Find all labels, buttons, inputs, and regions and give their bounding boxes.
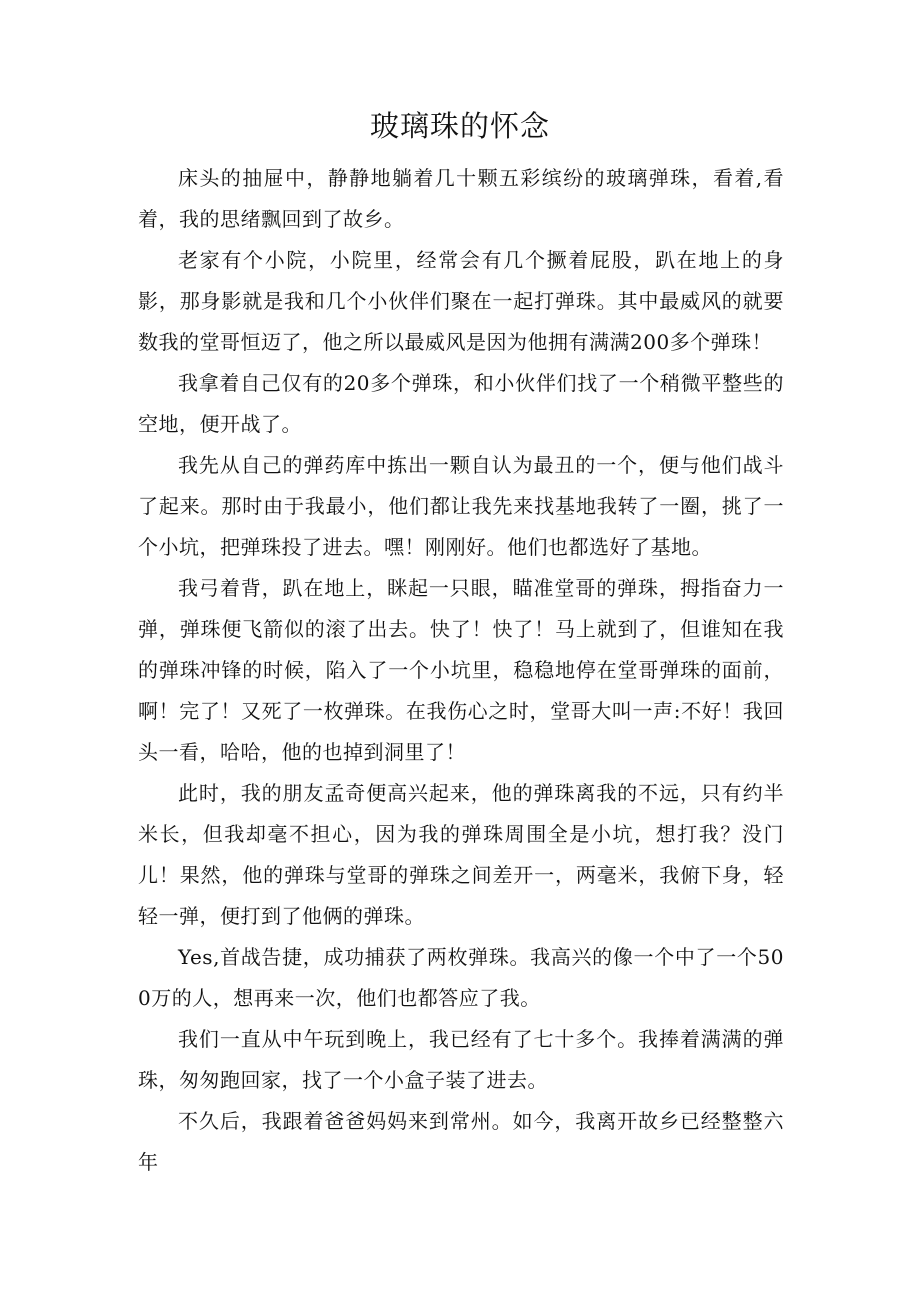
- paragraph: 此时，我的朋友孟奇便高兴起来，他的弹珠离我的不远，只有约半米长，但我却毫不担心，因为我的弹珠周围全是小坑，想打我？没门儿！果然，他的弹珠与堂哥的弹珠之间差开一，两毫米，我俯下身，轻轻一弹，便打到了他俩的弹珠。: [138, 781, 784, 928]
- paragraph: 不久后，我跟着爸爸妈妈来到常州。如今，我离开故乡已经整整六年: [138, 1109, 784, 1174]
- paragraph: 我弓着背，趴在地上，眯起一只眼，瞄准堂哥的弹珠，拇指奋力一弹，弹珠便飞箭似的滚了出去。快了！快了！马上就到了，但谁知在我的弹珠冲锋的时候，陷入了一个小坑里，稳稳地停在堂哥弹珠的面前，啊！完了！又死了一枚弹珠。在我伤心之时，堂哥大叫一声:不好！我回头一看，哈哈，他的也掉到洞里了！: [138, 576, 784, 764]
- paragraph: 我们一直从中午玩到晚上，我已经有了七十多个。我捧着满满的弹珠，匆匆跑回家，找了一个小盒子装了进去。: [138, 1027, 784, 1092]
- paragraph: Yes,首战告捷，成功捕获了两枚弹珠。我高兴的像一个中了一个500万的人，想再来一次，他们也都答应了我。: [138, 945, 784, 1010]
- document-body: [138, 158, 784, 1183]
- document-title: 玻璃珠的怀念: [369, 109, 550, 143]
- paragraph: 老家有个小院，小院里，经常会有几个撅着屁股，趴在地上的身影，那身影就是我和几个小伙伴们聚在一起打弹珠。其中最威风的就要数我的堂哥恒迈了，他之所以最威风是因为他拥有满满200多个弹珠！: [138, 248, 784, 354]
- paragraph: 我先从自己的弹药库中拣出一颗自认为最丑的一个，便与他们战斗了起来。那时由于我最小，他们都让我先来找基地我转了一圈，挑了一个小坑，把弹珠投了进去。嘿！刚刚好。他们也都选好了基地。: [138, 453, 784, 559]
- paragraph: 我拿着自己仅有的20多个弹珠，和小伙伴们找了一个稍微平整些的空地，便开战了。: [138, 371, 784, 436]
- paragraph: 床头的抽屉中，静静地躺着几十颗五彩缤纷的玻璃弹珠，看着,看着，我的思绪飘回到了故乡。: [138, 166, 784, 231]
